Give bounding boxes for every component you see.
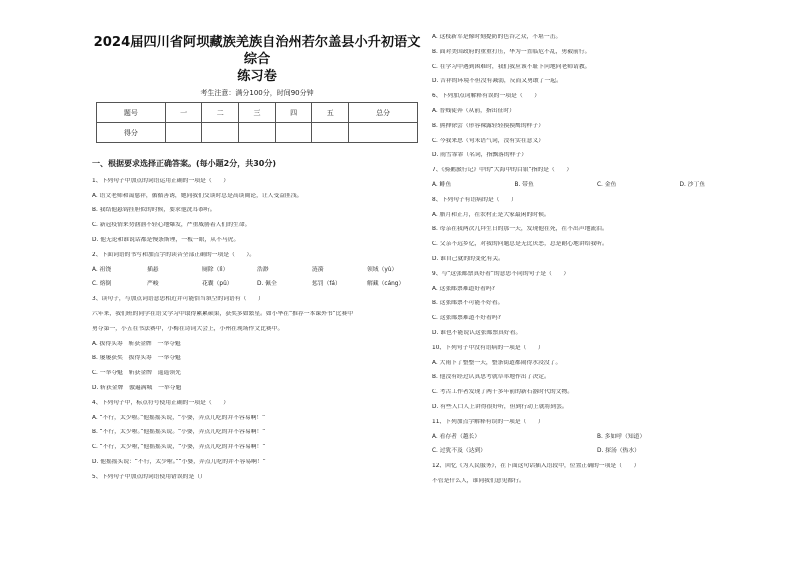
question-line: 4、下列句子中，标点符号使用正确的一项是（ ） [92,399,230,406]
question-line: A. 拔得头筹 斩获金牌 一举夺魁 [92,340,181,347]
question-line: 7、《骑鹅旅行记》中的“大海中的白银”指的是（ ） [432,167,573,174]
question-line: 11、下列加点字解释有误的一项是（ ） [432,418,544,425]
option-text: C. 熔倒 [92,281,112,288]
question-line: 6、下列加点词解释有误的一项是（ ） [432,93,541,100]
question-line: 12、回忆《为人民服务》，在下面这句话插入语段中，位置正确的一项是（ ） [432,463,640,470]
option-text: 花囊（pǔ） [202,281,233,288]
question-line: 不管是什么人，谁同我们意见都行。 [432,477,525,484]
question-line: B. 熊掸徐尝（形容裸露轻轻摸摸鹰的样子） [432,122,545,129]
option-text: 严峻 [147,281,159,288]
exam-title [92,34,422,85]
option-text: B. 多如呼（知道） [597,433,646,440]
option-text: 领域（yù） [367,266,398,273]
question-line: C. 父亲不远乡亿，对我的问题总是无比厌恶，总是耐心地讲给我听。 [432,241,608,248]
option-text: A. 祖饶 [92,266,112,273]
option-text: A. 看存者（越长） [432,433,481,440]
score-cell[interactable] [165,123,202,143]
question-line: C. 一举夺魁 斩获金牌 遥遥领先 [92,370,181,377]
question-line: A. 普贱徒奔（从前，指出征时） [432,107,515,114]
score-cell[interactable] [275,123,312,143]
score-header-cell: 四 [275,103,312,123]
question-line: A. 语文老师和蔼慈祥，循循善诱，她同我们交谈时总是高谈阔论，让人受益匪浅。 [92,192,303,199]
option-text: D. 探汤（热水） [597,448,640,455]
score-cell[interactable] [312,123,349,143]
question-line: 9、与“这张邮票真好看”的意思不同的句子是（ ） [432,270,570,277]
question-line: C. 新冠疫情来势汹汹不轻心地爆发，严重威胁着人们的生命。 [92,222,251,229]
question-line: D. 他无论和谁说话都是慢条斯理，一板一眼，从不马虎。 [92,236,240,243]
question-line: D. 雨雪霏霏（名词，指飘落的样子） [432,152,528,159]
question-line: B. 这张邮票不可能不好看。 [432,300,504,307]
score-header-cell: 二 [202,103,239,123]
score-cell[interactable] [349,123,418,143]
title-line1: 2024届四川省阿坝藏族羌族自治州若尔盖县小升初语文综合 [93,35,421,67]
score-row [97,123,418,143]
question-line: A. 腊月和正月，在农村正是大家最闲的时候。 [432,211,550,218]
score-header-cell: 一 [165,103,202,123]
option-text: 厕除（lì） [202,266,229,273]
left-column [92,28,422,528]
question-line: A. 大雨下了整整一天，整条街道都闹得水浸没了。 [432,359,562,366]
question-line: C. 考古工作者发现了两千多年前的新石器时代的文物。 [432,389,574,396]
question-line: 2、下面词语的书写和加点字的读音全部正确的一项是（ ）。 [92,251,256,258]
question-line: D. 谁自己就的的变化有关。 [432,255,504,262]
question-line: B. 母亲在我两次几拜生日的那一天，发现他在死，在不出声地流泪。 [432,226,608,233]
score-header-row [97,103,418,123]
question-line: B. “不行，太少啦。”他摇摇头说。“小婆，弄点儿吃的并不容易啊！” [92,429,266,436]
title-line2: 练习卷 [237,69,277,84]
question-line: D. 吉祥的环境不但没有减弱，反而又勇敢了一起。 [432,78,562,85]
option-text: C. 过犹不及（达到） [432,448,487,455]
question-line: B. 我结他悬钩挂胆似的时候，要求他洗耳恭听。 [92,207,216,214]
question-line: 勇夺第一，小五在书法赛中，小梅在诗词大会上，小州在现场作文比赛中。 [92,325,284,332]
score-header-cell: 题号 [97,103,166,123]
question-line: 10、下列句子中没有语病的一项是（ ） [432,344,544,351]
score-cell[interactable] [239,123,276,143]
option-text: A. 鲱鱼 [432,181,452,188]
option-text: D. 沙丁鱼 [679,181,706,188]
option-row [432,182,762,188]
option-row [432,448,762,454]
question-line: 3、读句子，与加点词语意思相近并可能恰当填空的词语有（ ） [92,296,264,303]
question-line: C. 今我来思（句末语气词，没有实在意义） [432,137,545,144]
score-header-cell: 三 [239,103,276,123]
option-text: D. 佩全 [257,281,277,288]
question-line: D. 斩获金牌 傲遍满城 一举夺魁 [92,384,182,391]
question-line: 8、下列句子有语病的是（ ） [432,196,517,203]
option-row [432,434,762,440]
question-line: D. 他摇摇头说：“不行，太少啦。”“小婆，弄点儿吃的并不容易啊！” [92,458,266,465]
question-line: A. “不行，太少啦。”他摇摇头说，“小婆，弄点儿吃的并不容易啊！” [92,414,266,421]
score-cell[interactable] [202,123,239,143]
question-line: A. 这枝新军是像时刻提防的色谷之众，不堪一击。 [432,34,562,40]
score-table [96,102,418,143]
question-line: C. 在学习中遇到困难时，我们我应该不耻下问地向老师请教。 [432,63,591,70]
option-row [92,281,422,287]
question-line: D. 有些人口人上讲得很好听，但到行动上就将到罢。 [432,403,568,410]
score-row-label: 得分 [97,123,166,143]
section-heading: 一、根据要求选择正确答案。(每小题2分，共30分) [92,159,277,168]
right-column [432,28,762,528]
option-text: 解藏（cáng） [367,281,405,288]
question-line: 六年来，我们班的同学在语文学习中取得累累硕果，获奖多如繁星。如小华在“推荐一本课外书”比赛中 [92,310,354,317]
left-questions [92,178,422,480]
question-line: C. “不行，太少啦，”他摇摇头说，“小婆，弄点儿吃的并不容易啊！” [92,444,266,451]
score-header-cell: 五 [312,103,349,123]
score-header-cell: 总分 [349,103,418,123]
option-text: C. 金鱼 [597,181,617,188]
option-row [92,267,422,273]
option-text: 涟漪 [312,266,324,273]
option-text: 惩罚（fá） [312,281,341,288]
option-text: 插悬 [147,266,159,273]
question-line: 1、下列句子中加点的词语运用正确的一项是（ ） [92,177,230,184]
right-questions [432,34,762,484]
option-text: B. 带鱼 [514,181,534,188]
question-line: A. 这张邮票难道好看吗? [432,285,495,292]
question-line: C. 这张邮票难道不好看吗? [432,315,501,322]
option-text: 浩渺 [257,266,269,273]
question-line: D. 谁也不能说认这张邮票真好看。 [432,329,522,336]
question-line: B. 他没有经过认真思考就草率地作出了决定。 [432,374,550,381]
question-line: B. 面对美国政府的重重打压，华为一直临危不乱，勇毅前行。 [432,48,591,55]
question-line: B. 屡屡获奖 拔得头筹 一举夺魁 [92,355,181,362]
exam-note: 考生注意：满分100分，时间90分钟 [200,89,314,97]
question-line: 5、下列句子中加点的词语使用错误的是（） [92,473,206,480]
